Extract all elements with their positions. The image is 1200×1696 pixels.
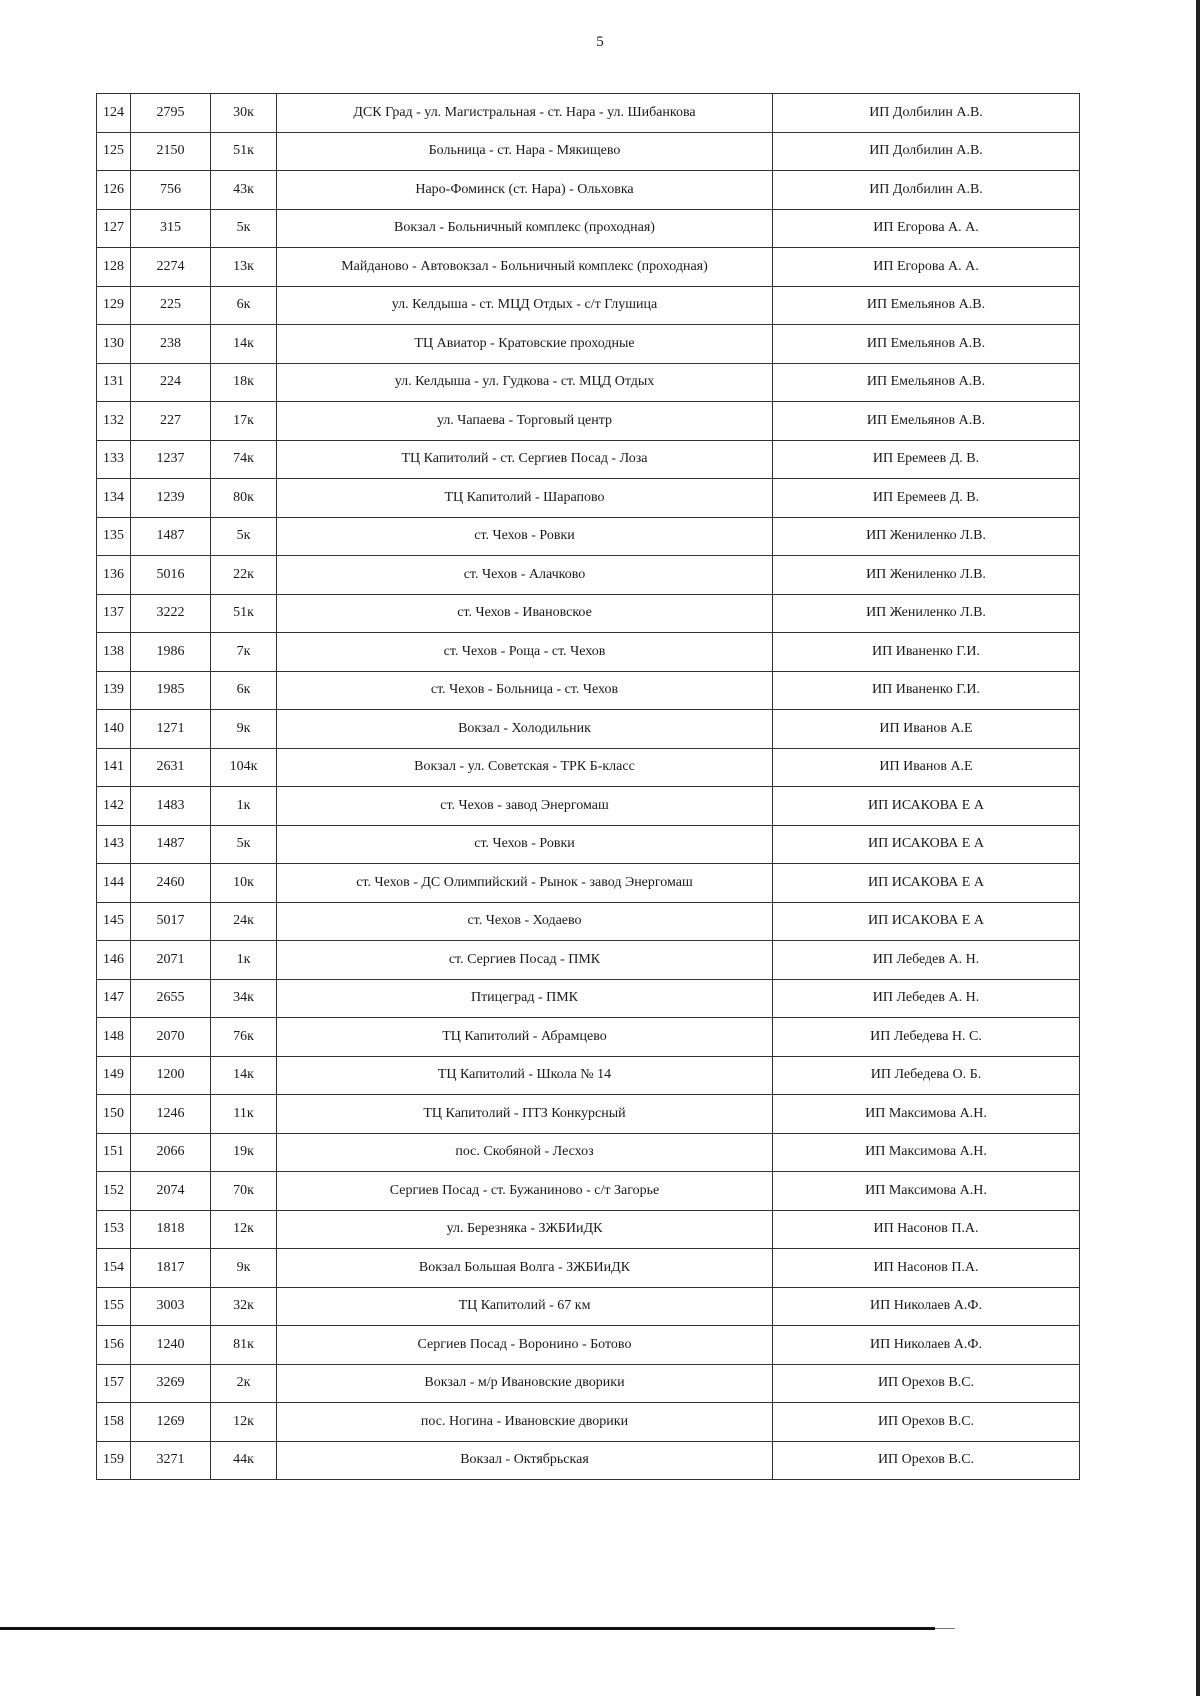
route-path-cell: ТЦ Капитолий - 67 км xyxy=(277,1287,773,1326)
route-path-cell: ст. Чехов - Ровки xyxy=(277,825,773,864)
route-number-cell: 5к xyxy=(211,825,277,864)
route-path-cell: Майданово - Автовокзал - Больничный комплекс (проходная) xyxy=(277,248,773,287)
route-number-cell: 24к xyxy=(211,902,277,941)
route-path-cell: Вокзал - м/р Ивановские дворики xyxy=(277,1364,773,1403)
registry-number-cell: 2070 xyxy=(131,1018,211,1057)
row-number-cell: 132 xyxy=(97,402,131,441)
operator-cell: ИП Лебедев А. Н. xyxy=(773,941,1080,980)
table-row xyxy=(97,171,1080,210)
route-path-cell: ст. Чехов - Ивановское xyxy=(277,594,773,633)
table-row xyxy=(97,1249,1080,1288)
table-row xyxy=(97,1210,1080,1249)
route-number-cell: 70к xyxy=(211,1172,277,1211)
table-row xyxy=(97,209,1080,248)
row-number-cell: 128 xyxy=(97,248,131,287)
table-row xyxy=(97,1018,1080,1057)
row-number-cell: 156 xyxy=(97,1326,131,1365)
operator-cell: ИП Николаев А.Ф. xyxy=(773,1287,1080,1326)
row-number-cell: 136 xyxy=(97,556,131,595)
registry-number-cell: 1985 xyxy=(131,671,211,710)
registry-number-cell: 1986 xyxy=(131,633,211,672)
table-row xyxy=(97,1172,1080,1211)
registry-number-cell: 2071 xyxy=(131,941,211,980)
row-number-cell: 143 xyxy=(97,825,131,864)
route-number-cell: 9к xyxy=(211,710,277,749)
route-path-cell: ст. Чехов - Больница - ст. Чехов xyxy=(277,671,773,710)
row-number-cell: 129 xyxy=(97,286,131,325)
routes-table xyxy=(96,93,1080,1480)
route-number-cell: 81к xyxy=(211,1326,277,1365)
registry-number-cell: 2074 xyxy=(131,1172,211,1211)
route-number-cell: 5к xyxy=(211,517,277,556)
route-path-cell: ст. Чехов - завод Энергомаш xyxy=(277,787,773,826)
registry-number-cell: 1269 xyxy=(131,1403,211,1442)
route-path-cell: ст. Чехов - Алачково xyxy=(277,556,773,595)
operator-cell: ИП ИСАКОВА Е А xyxy=(773,825,1080,864)
table-row xyxy=(97,286,1080,325)
route-path-cell: ДСК Град - ул. Магистральная - ст. Нара - ул. Шибанкова xyxy=(277,94,773,133)
route-number-cell: 32к xyxy=(211,1287,277,1326)
registry-number-cell: 3003 xyxy=(131,1287,211,1326)
registry-number-cell: 1239 xyxy=(131,479,211,518)
operator-cell: ИП Максимова А.Н. xyxy=(773,1095,1080,1134)
route-path-cell: ТЦ Капитолий - Абрамцево xyxy=(277,1018,773,1057)
route-number-cell: 1к xyxy=(211,941,277,980)
route-path-cell: ст. Чехов - ДС Олимпийский - Рынок - завод Энергомаш xyxy=(277,864,773,903)
registry-number-cell: 3269 xyxy=(131,1364,211,1403)
route-number-cell: 14к xyxy=(211,1056,277,1095)
row-number-cell: 138 xyxy=(97,633,131,672)
route-number-cell: 12к xyxy=(211,1210,277,1249)
route-path-cell: ст. Чехов - Ходаево xyxy=(277,902,773,941)
operator-cell: ИП Долбилин А.В. xyxy=(773,171,1080,210)
table-row xyxy=(97,402,1080,441)
route-path-cell: Вокзал - Больничный комплекс (проходная) xyxy=(277,209,773,248)
route-number-cell: 1к xyxy=(211,787,277,826)
operator-cell: ИП Долбилин А.В. xyxy=(773,94,1080,133)
route-number-cell: 17к xyxy=(211,402,277,441)
route-path-cell: Сергиев Посад - ст. Бужаниново - с/т Загорье xyxy=(277,1172,773,1211)
table-row xyxy=(97,787,1080,826)
row-number-cell: 151 xyxy=(97,1133,131,1172)
route-number-cell: 7к xyxy=(211,633,277,672)
registry-number-cell: 1237 xyxy=(131,440,211,479)
operator-cell: ИП Емельянов А.В. xyxy=(773,402,1080,441)
route-number-cell: 9к xyxy=(211,1249,277,1288)
scan-edge-line-tail xyxy=(935,1628,955,1629)
operator-cell: ИП Орехов В.С. xyxy=(773,1403,1080,1442)
row-number-cell: 144 xyxy=(97,864,131,903)
row-number-cell: 158 xyxy=(97,1403,131,1442)
operator-cell: ИП Лебедева Н. С. xyxy=(773,1018,1080,1057)
route-path-cell: Птицеград - ПМК xyxy=(277,979,773,1018)
row-number-cell: 124 xyxy=(97,94,131,133)
table-row xyxy=(97,1364,1080,1403)
registry-number-cell: 2631 xyxy=(131,748,211,787)
route-number-cell: 22к xyxy=(211,556,277,595)
operator-cell: ИП Максимова А.Н. xyxy=(773,1133,1080,1172)
registry-number-cell: 224 xyxy=(131,363,211,402)
registry-number-cell: 2795 xyxy=(131,94,211,133)
route-number-cell: 30к xyxy=(211,94,277,133)
route-path-cell: ТЦ Капитолий - ПТЗ Конкурсный xyxy=(277,1095,773,1134)
operator-cell: ИП Жениленко Л.В. xyxy=(773,556,1080,595)
table-row xyxy=(97,1441,1080,1480)
row-number-cell: 157 xyxy=(97,1364,131,1403)
registry-number-cell: 1271 xyxy=(131,710,211,749)
table-row xyxy=(97,556,1080,595)
route-number-cell: 5к xyxy=(211,209,277,248)
operator-cell: ИП Жениленко Л.В. xyxy=(773,517,1080,556)
row-number-cell: 152 xyxy=(97,1172,131,1211)
registry-number-cell: 2655 xyxy=(131,979,211,1018)
table-row xyxy=(97,979,1080,1018)
row-number-cell: 141 xyxy=(97,748,131,787)
operator-cell: ИП Иванов А.Е xyxy=(773,748,1080,787)
route-number-cell: 34к xyxy=(211,979,277,1018)
route-number-cell: 43к xyxy=(211,171,277,210)
operator-cell: ИП Орехов В.С. xyxy=(773,1441,1080,1480)
route-path-cell: ул. Келдыша - ул. Гудкова - ст. МЦД Отдых xyxy=(277,363,773,402)
route-number-cell: 51к xyxy=(211,594,277,633)
operator-cell: ИП Максимова А.Н. xyxy=(773,1172,1080,1211)
table-row xyxy=(97,1056,1080,1095)
operator-cell: ИП Насонов П.А. xyxy=(773,1210,1080,1249)
operator-cell: ИП Емельянов А.В. xyxy=(773,363,1080,402)
route-path-cell: Вокзал Большая Волга - ЗЖБИиДК xyxy=(277,1249,773,1288)
route-path-cell: пос. Ногина - Ивановские дворики xyxy=(277,1403,773,1442)
route-number-cell: 6к xyxy=(211,286,277,325)
row-number-cell: 125 xyxy=(97,132,131,171)
route-number-cell: 14к xyxy=(211,325,277,364)
table-row xyxy=(97,748,1080,787)
route-path-cell: Сергиев Посад - Воронино - Ботово xyxy=(277,1326,773,1365)
operator-cell: ИП Насонов П.А. xyxy=(773,1249,1080,1288)
registry-number-cell: 2150 xyxy=(131,132,211,171)
row-number-cell: 134 xyxy=(97,479,131,518)
row-number-cell: 133 xyxy=(97,440,131,479)
route-number-cell: 104к xyxy=(211,748,277,787)
registry-number-cell: 1487 xyxy=(131,517,211,556)
registry-number-cell: 3222 xyxy=(131,594,211,633)
row-number-cell: 149 xyxy=(97,1056,131,1095)
route-path-cell: ст. Сергиев Посад - ПМК xyxy=(277,941,773,980)
row-number-cell: 148 xyxy=(97,1018,131,1057)
table-row xyxy=(97,594,1080,633)
route-path-cell: ТЦ Капитолий - Шарапово xyxy=(277,479,773,518)
registry-number-cell: 5016 xyxy=(131,556,211,595)
operator-cell: ИП Емельянов А.В. xyxy=(773,286,1080,325)
route-number-cell: 44к xyxy=(211,1441,277,1480)
scan-edge-line xyxy=(0,1627,935,1630)
table-row xyxy=(97,1133,1080,1172)
operator-cell: ИП Жениленко Л.В. xyxy=(773,594,1080,633)
row-number-cell: 145 xyxy=(97,902,131,941)
operator-cell: ИП ИСАКОВА Е А xyxy=(773,864,1080,903)
table-row xyxy=(97,363,1080,402)
route-number-cell: 11к xyxy=(211,1095,277,1134)
route-number-cell: 80к xyxy=(211,479,277,518)
route-path-cell: ст. Чехов - Ровки xyxy=(277,517,773,556)
table-row xyxy=(97,633,1080,672)
operator-cell: ИП Орехов В.С. xyxy=(773,1364,1080,1403)
table-row xyxy=(97,248,1080,287)
route-number-cell: 51к xyxy=(211,132,277,171)
table-row xyxy=(97,710,1080,749)
row-number-cell: 130 xyxy=(97,325,131,364)
row-number-cell: 154 xyxy=(97,1249,131,1288)
row-number-cell: 131 xyxy=(97,363,131,402)
row-number-cell: 139 xyxy=(97,671,131,710)
row-number-cell: 142 xyxy=(97,787,131,826)
table-row xyxy=(97,671,1080,710)
registry-number-cell: 2460 xyxy=(131,864,211,903)
route-number-cell: 74к xyxy=(211,440,277,479)
scan-right-edge xyxy=(1196,0,1200,1696)
registry-number-cell: 315 xyxy=(131,209,211,248)
route-number-cell: 19к xyxy=(211,1133,277,1172)
routes-table-body xyxy=(97,94,1080,1480)
operator-cell: ИП Иваненко Г.И. xyxy=(773,633,1080,672)
registry-number-cell: 238 xyxy=(131,325,211,364)
route-number-cell: 18к xyxy=(211,363,277,402)
route-number-cell: 2к xyxy=(211,1364,277,1403)
table-row xyxy=(97,440,1080,479)
row-number-cell: 137 xyxy=(97,594,131,633)
row-number-cell: 153 xyxy=(97,1210,131,1249)
registry-number-cell: 2274 xyxy=(131,248,211,287)
operator-cell: ИП Николаев А.Ф. xyxy=(773,1326,1080,1365)
registry-number-cell: 3271 xyxy=(131,1441,211,1480)
route-number-cell: 13к xyxy=(211,248,277,287)
route-number-cell: 12к xyxy=(211,1403,277,1442)
route-path-cell: ул. Келдыша - ст. МЦД Отдых - с/т Глушица xyxy=(277,286,773,325)
row-number-cell: 127 xyxy=(97,209,131,248)
route-path-cell: Наро-Фоминск (ст. Нара) - Ольховка xyxy=(277,171,773,210)
registry-number-cell: 5017 xyxy=(131,902,211,941)
table-row xyxy=(97,132,1080,171)
row-number-cell: 140 xyxy=(97,710,131,749)
row-number-cell: 126 xyxy=(97,171,131,210)
table-row xyxy=(97,902,1080,941)
table-row xyxy=(97,1287,1080,1326)
operator-cell: ИП Еремеев Д. В. xyxy=(773,440,1080,479)
route-path-cell: ТЦ Авиатор - Кратовские проходные xyxy=(277,325,773,364)
row-number-cell: 147 xyxy=(97,979,131,1018)
registry-number-cell: 756 xyxy=(131,171,211,210)
registry-number-cell: 227 xyxy=(131,402,211,441)
route-path-cell: ул. Березняка - ЗЖБИиДК xyxy=(277,1210,773,1249)
registry-number-cell: 1246 xyxy=(131,1095,211,1134)
table-row xyxy=(97,479,1080,518)
route-number-cell: 76к xyxy=(211,1018,277,1057)
registry-number-cell: 1487 xyxy=(131,825,211,864)
operator-cell: ИП Долбилин А.В. xyxy=(773,132,1080,171)
registry-number-cell: 2066 xyxy=(131,1133,211,1172)
route-path-cell: ТЦ Капитолий - ст. Сергиев Посад - Лоза xyxy=(277,440,773,479)
operator-cell: ИП Егорова А. А. xyxy=(773,209,1080,248)
registry-number-cell: 1240 xyxy=(131,1326,211,1365)
table-row xyxy=(97,825,1080,864)
route-path-cell: Вокзал - Октябрьская xyxy=(277,1441,773,1480)
registry-number-cell: 225 xyxy=(131,286,211,325)
row-number-cell: 135 xyxy=(97,517,131,556)
registry-number-cell: 1818 xyxy=(131,1210,211,1249)
operator-cell: ИП ИСАКОВА Е А xyxy=(773,787,1080,826)
row-number-cell: 146 xyxy=(97,941,131,980)
operator-cell: ИП Иваненко Г.И. xyxy=(773,671,1080,710)
table-row xyxy=(97,517,1080,556)
operator-cell: ИП Лебедева О. Б. xyxy=(773,1056,1080,1095)
route-path-cell: Вокзал - ул. Советская - ТРК Б-класс xyxy=(277,748,773,787)
operator-cell: ИП Еремеев Д. В. xyxy=(773,479,1080,518)
route-path-cell: ул. Чапаева - Торговый центр xyxy=(277,402,773,441)
route-number-cell: 10к xyxy=(211,864,277,903)
route-path-cell: Вокзал - Холодильник xyxy=(277,710,773,749)
operator-cell: ИП Емельянов А.В. xyxy=(773,325,1080,364)
route-path-cell: пос. Скобяной - Лесхоз xyxy=(277,1133,773,1172)
row-number-cell: 159 xyxy=(97,1441,131,1480)
registry-number-cell: 1483 xyxy=(131,787,211,826)
route-path-cell: ТЦ Капитолий - Школа № 14 xyxy=(277,1056,773,1095)
route-number-cell: 6к xyxy=(211,671,277,710)
operator-cell: ИП Иванов А.Е xyxy=(773,710,1080,749)
route-path-cell: Больница - ст. Нара - Мякищево xyxy=(277,132,773,171)
table-row xyxy=(97,1403,1080,1442)
table-row xyxy=(97,1326,1080,1365)
table-row xyxy=(97,1095,1080,1134)
registry-number-cell: 1817 xyxy=(131,1249,211,1288)
route-path-cell: ст. Чехов - Роща - ст. Чехов xyxy=(277,633,773,672)
table-row xyxy=(97,325,1080,364)
operator-cell: ИП ИСАКОВА Е А xyxy=(773,902,1080,941)
row-number-cell: 150 xyxy=(97,1095,131,1134)
table-row xyxy=(97,941,1080,980)
page-number: 5 xyxy=(596,34,604,50)
table-row xyxy=(97,864,1080,903)
table-row xyxy=(97,94,1080,133)
row-number-cell: 155 xyxy=(97,1287,131,1326)
registry-number-cell: 1200 xyxy=(131,1056,211,1095)
operator-cell: ИП Егорова А. А. xyxy=(773,248,1080,287)
operator-cell: ИП Лебедев А. Н. xyxy=(773,979,1080,1018)
